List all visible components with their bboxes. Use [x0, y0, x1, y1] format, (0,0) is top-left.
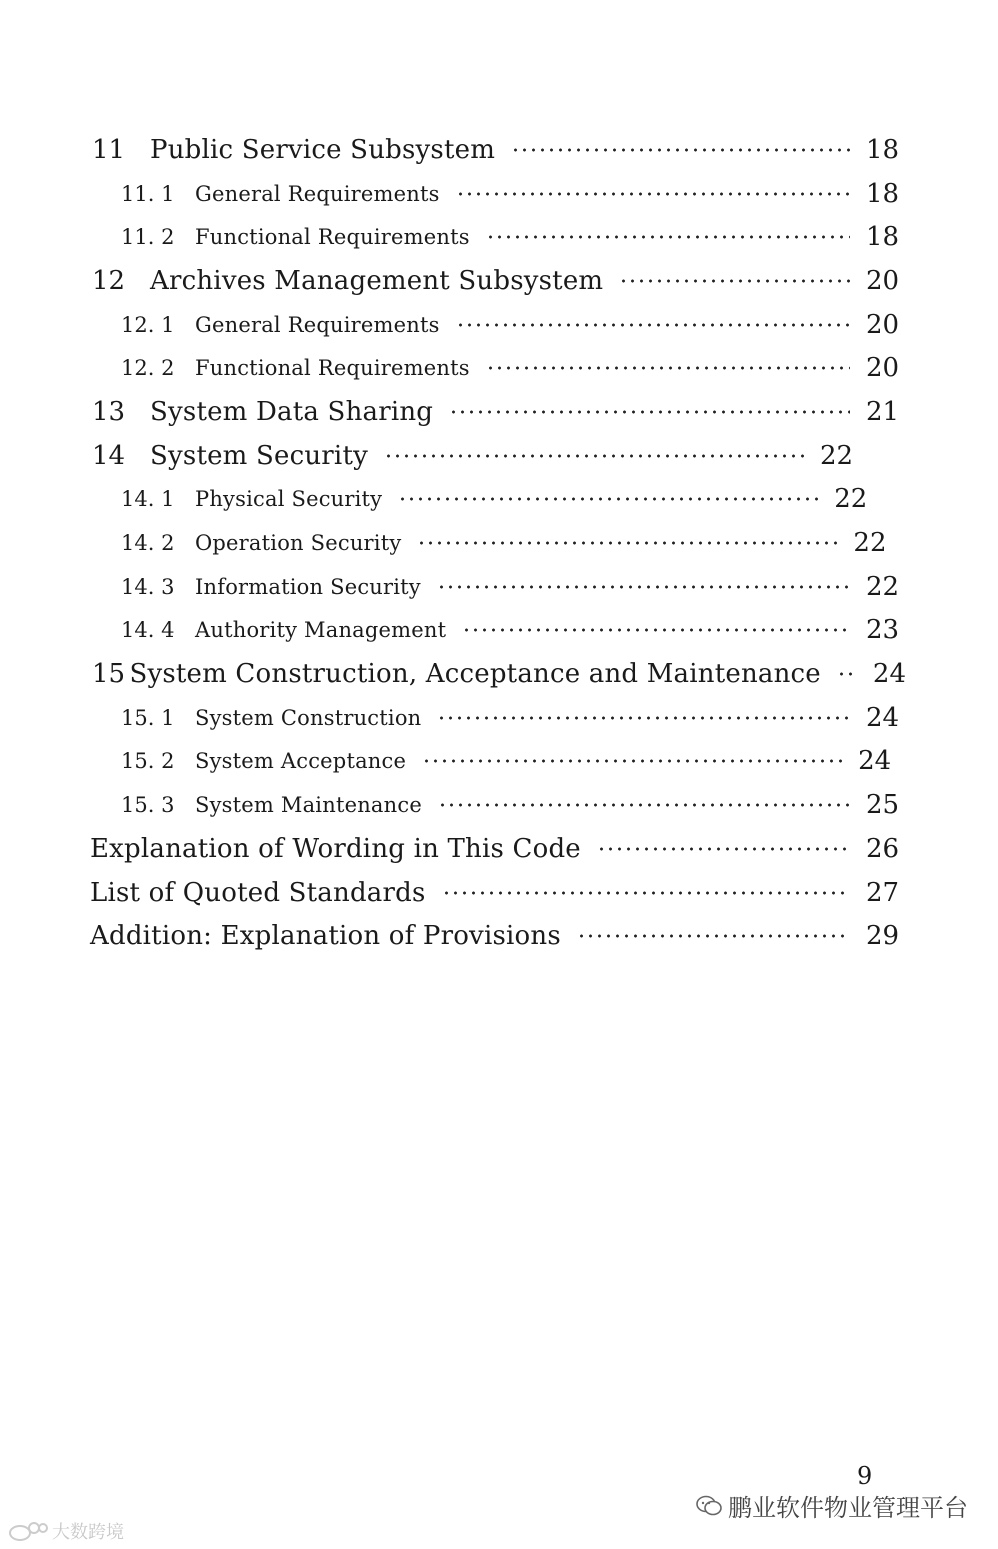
page-number: 9 — [857, 1462, 873, 1490]
toc-entry-page: 22 — [866, 571, 900, 602]
toc-entry-title: System Data Sharing — [150, 396, 434, 427]
toc-entry-number: 15. 2 — [121, 749, 175, 774]
toc-entry-page: 20 — [866, 265, 900, 296]
toc-entry — [0, 652, 998, 696]
dot-leader — [456, 323, 850, 327]
toc-entry — [0, 128, 998, 172]
toc-entry-title: Physical Security — [195, 487, 383, 512]
watermark-account — [696, 1488, 968, 1523]
toc-entry — [0, 478, 998, 522]
toc-entry — [0, 303, 998, 347]
toc-entry-number: 11 — [92, 134, 126, 165]
dot-leader — [437, 716, 850, 720]
toc-entry-title: Functional Requirements — [195, 356, 470, 381]
toc-entry — [0, 871, 998, 915]
toc-entry-page: 24 — [858, 746, 892, 777]
dot-leader — [486, 366, 850, 370]
toc-entry-number: 14. 2 — [121, 531, 175, 556]
toc-entry-title: Addition: Explanation of Provisions — [90, 921, 561, 952]
toc-entry — [0, 434, 998, 478]
dot-leader — [837, 672, 857, 676]
toc-entry — [0, 172, 998, 216]
toc-entry-page: 20 — [866, 353, 900, 384]
toc-entry-number: 12. 2 — [121, 356, 175, 381]
toc-entry-number: 14. 4 — [121, 618, 175, 643]
toc-entry-page: 18 — [866, 222, 900, 253]
dot-leader — [456, 192, 850, 196]
toc-entry-number: 11. 1 — [121, 181, 175, 206]
dot-leader — [438, 803, 850, 807]
toc-entry-title: General Requirements — [195, 181, 440, 206]
dot-leader — [437, 585, 850, 589]
toc-entry-page: 21 — [866, 396, 900, 427]
toc-entry — [0, 390, 998, 434]
toc-entry — [0, 914, 998, 958]
toc-entry-page: 26 — [866, 833, 900, 864]
toc-entry-page: 29 — [866, 921, 900, 952]
toc-entry-page: 18 — [866, 134, 900, 165]
toc-entry-number: 12. 1 — [121, 312, 175, 337]
dot-leader — [619, 279, 850, 283]
wechat-icon — [696, 1495, 722, 1517]
watermark-source-text: 大数跨境 — [52, 1522, 124, 1543]
toc-entry-title: General Requirements — [195, 312, 440, 337]
toc-entry-page: 22 — [834, 484, 868, 515]
dot-leader — [577, 934, 850, 938]
toc-entry — [0, 521, 998, 565]
toc-entry-page: 27 — [866, 877, 900, 908]
toc-entry-page: 23 — [866, 615, 900, 646]
toc-entry — [0, 346, 998, 390]
toc-entry-title: Authority Management — [195, 618, 447, 643]
toc-entry-title: Public Service Subsystem — [150, 134, 496, 165]
toc-entry-page: 20 — [866, 309, 900, 340]
toc-entry-number: 14 — [92, 440, 126, 471]
toc-entry-title: Archives Management Subsystem — [150, 265, 604, 296]
dot-leader — [417, 541, 837, 545]
toc-entry-page: 24 — [866, 702, 900, 733]
dot-leader — [597, 847, 850, 851]
toc-entry — [0, 259, 998, 303]
toc-entry — [0, 827, 998, 871]
table-of-contents — [0, 128, 998, 958]
toc-entry-title: Operation Security — [195, 531, 402, 556]
toc-entry-number: 15 — [92, 659, 126, 690]
dot-leader — [384, 454, 804, 458]
toc-entry — [0, 215, 998, 259]
dot-leader — [422, 759, 842, 763]
toc-entry-title: System Security — [150, 440, 368, 471]
toc-entry-title: Functional Requirements — [195, 225, 470, 250]
toc-entry-page: 25 — [866, 790, 900, 821]
dot-leader — [511, 148, 850, 152]
toc-entry-title: System Acceptance — [195, 749, 407, 774]
toc-entry-title: System Construction — [195, 705, 422, 730]
toc-entry-number: 14. 1 — [121, 487, 175, 512]
toc-entry — [0, 783, 998, 827]
toc-entry-title: List of Quoted Standards — [90, 877, 426, 908]
toc-entry — [0, 609, 998, 653]
dot-leader — [486, 235, 850, 239]
toc-entry-page: 22 — [819, 440, 854, 471]
dot-leader — [442, 891, 850, 895]
toc-entry-number: 15. 1 — [121, 705, 175, 730]
toc-entry — [0, 696, 998, 740]
toc-entry-number: 12 — [92, 265, 126, 296]
toc-entry — [0, 565, 998, 609]
watermark-source — [8, 1518, 124, 1544]
toc-entry — [0, 740, 998, 784]
toc-entry-title: Information Security — [195, 574, 421, 599]
toc-entry-number: 11. 2 — [121, 225, 175, 250]
dot-leader — [462, 628, 850, 632]
toc-entry-number: 14. 3 — [121, 574, 175, 599]
dot-leader — [449, 410, 850, 414]
toc-entry-title: System Maintenance — [195, 793, 422, 818]
toc-entry-page: 22 — [853, 528, 887, 559]
toc-entry-page: 18 — [866, 178, 900, 209]
toc-entry-number: 13 — [92, 396, 126, 427]
toc-entry-title: System Construction, Acceptance and Maintenance — [129, 659, 821, 690]
toc-entry-page: 24 — [872, 659, 906, 690]
toc-entry-title: Explanation of Wording in This Code — [90, 833, 581, 864]
toc-entry-number: 15. 3 — [121, 793, 175, 818]
weibo-icon — [8, 1520, 48, 1542]
watermark-account-text: 鹏业软件物业管理平台 — [728, 1494, 968, 1522]
dot-leader — [398, 497, 818, 501]
